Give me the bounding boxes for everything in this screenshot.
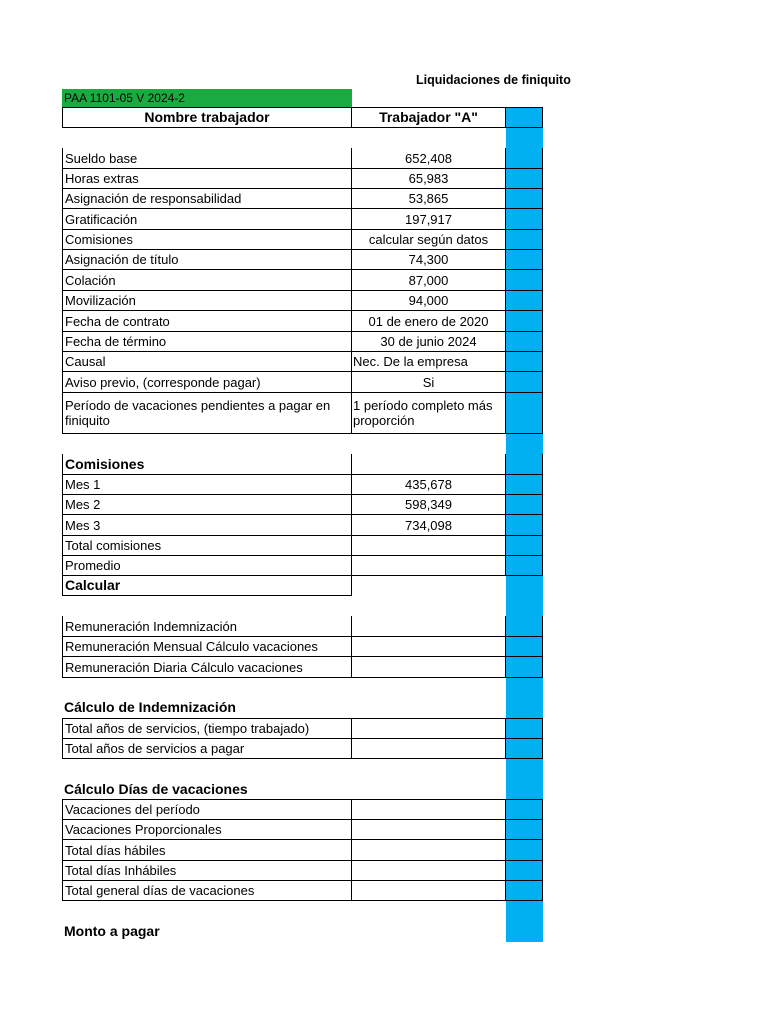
comisiones-heading-row xyxy=(62,454,544,475)
table-row xyxy=(62,351,544,372)
row-label-cell[interactable]: Promedio xyxy=(62,555,352,576)
row-label-cell[interactable]: Total días Inhábiles xyxy=(62,860,352,881)
row-blue-cell xyxy=(506,168,543,189)
row-label-cell[interactable]: Remuneración Indemnización xyxy=(62,616,352,637)
row-blue-cell xyxy=(506,148,543,169)
row-label-cell[interactable]: Total comisiones xyxy=(62,535,352,556)
row-label-cell[interactable]: Remuneración Diaria Cálculo vacaciones xyxy=(62,657,352,678)
row-blue-cell xyxy=(506,229,543,250)
row-blue-cell xyxy=(506,616,543,637)
header-row xyxy=(62,107,544,128)
row-value-cell[interactable] xyxy=(351,738,506,759)
indemnizacion-heading[interactable]: Cálculo de Indemnización xyxy=(64,699,236,715)
row-value-cell[interactable] xyxy=(351,718,506,739)
row-blue-cell xyxy=(506,840,543,861)
table-row xyxy=(62,209,544,230)
table-row xyxy=(62,718,544,739)
row-label-cell[interactable]: Causal xyxy=(62,351,352,372)
row-value-cell[interactable]: Si xyxy=(351,372,506,393)
row-blue-cell xyxy=(506,331,543,352)
row-blue-cell xyxy=(506,188,543,209)
row-blue-cell xyxy=(506,474,543,495)
row-value-cell[interactable]: 74,300 xyxy=(351,249,506,270)
row-label-cell[interactable]: Asignación de título xyxy=(62,249,352,270)
row-label-cell[interactable]: Horas extras xyxy=(62,168,352,189)
table-row xyxy=(62,270,544,291)
row-blue-cell xyxy=(506,249,543,270)
row-label-cell[interactable]: Mes 2 xyxy=(62,494,352,515)
row-value-cell[interactable] xyxy=(351,819,506,840)
table-row xyxy=(62,392,544,434)
row-value-cell[interactable] xyxy=(351,840,506,861)
row-value-cell[interactable]: Nec. De la empresa xyxy=(351,351,506,372)
table-row xyxy=(62,494,544,515)
table-row xyxy=(62,819,544,840)
table-row xyxy=(62,168,544,189)
row-value-cell[interactable]: 652,408 xyxy=(351,148,506,169)
row-value-cell[interactable]: 197,917 xyxy=(351,209,506,230)
row-value-cell[interactable] xyxy=(351,535,506,556)
row-value-cell[interactable]: 01 de enero de 2020 xyxy=(351,311,506,332)
row-value-cell[interactable] xyxy=(351,636,506,657)
monto-heading-row xyxy=(62,921,544,942)
row-blue-cell xyxy=(506,657,543,678)
table-row xyxy=(62,331,544,352)
table-row xyxy=(62,311,544,332)
row-blue-cell xyxy=(506,515,543,536)
row-value-cell[interactable] xyxy=(351,880,506,901)
row-value-cell[interactable] xyxy=(351,454,506,475)
row-value-cell[interactable]: 87,000 xyxy=(351,270,506,291)
row-label-cell[interactable]: Total años de servicios, (tiempo trabajado) xyxy=(62,718,352,739)
row-label-cell[interactable]: Sueldo base xyxy=(62,148,352,169)
row-label-cell[interactable]: Movilización xyxy=(62,290,352,311)
monto-heading[interactable]: Monto a pagar xyxy=(64,923,160,939)
table-row xyxy=(62,555,544,576)
row-value-cell[interactable]: 734,098 xyxy=(351,515,506,536)
row-label-cell[interactable]: Mes 3 xyxy=(62,515,352,536)
row-blue-cell xyxy=(506,311,543,332)
row-value-cell[interactable] xyxy=(351,657,506,678)
indemnizacion-heading-row xyxy=(62,697,544,718)
row-value-cell[interactable]: 598,349 xyxy=(351,494,506,515)
row-label-cell[interactable]: Gratificación xyxy=(62,209,352,230)
table-row xyxy=(62,229,544,250)
table-row xyxy=(62,657,544,678)
row-value-cell[interactable] xyxy=(351,799,506,820)
row-value-cell[interactable]: 1 período completo más proporción xyxy=(351,392,506,434)
calcular-heading[interactable]: Calcular xyxy=(62,575,352,596)
row-blue-cell xyxy=(506,860,543,881)
row-blue-cell xyxy=(506,494,543,515)
table-row xyxy=(62,474,544,495)
vacaciones-heading[interactable]: Cálculo Días de vacaciones xyxy=(64,781,248,797)
row-blue-cell xyxy=(506,392,543,434)
table-row xyxy=(62,372,544,393)
table-row xyxy=(62,636,544,657)
row-blue-cell xyxy=(506,738,543,759)
row-value-cell[interactable]: 435,678 xyxy=(351,474,506,495)
table-row xyxy=(62,535,544,556)
row-blue-cell xyxy=(506,209,543,230)
row-value-cell[interactable]: calcular según datos xyxy=(351,229,506,250)
table-row xyxy=(62,840,544,861)
calcular-row xyxy=(62,575,544,596)
row-label-cell[interactable]: Vacaciones Proporcionales xyxy=(62,819,352,840)
table-row xyxy=(62,738,544,759)
row-blue-cell xyxy=(506,555,543,576)
row-label-cell[interactable]: Colación xyxy=(62,270,352,291)
table-row xyxy=(62,799,544,820)
row-blue-cell xyxy=(506,270,543,291)
header-label-cell[interactable]: Nombre trabajador xyxy=(62,107,352,128)
table-row xyxy=(62,880,544,901)
row-blue-cell xyxy=(506,799,543,820)
code-cell[interactable]: PAA 1101-05 V 2024-2 xyxy=(62,89,352,107)
row-value-cell[interactable]: 53,865 xyxy=(351,188,506,209)
table-row xyxy=(62,249,544,270)
row-value-cell[interactable]: 30 de junio 2024 xyxy=(351,331,506,352)
sheet-title: Liquidaciones de finiquito xyxy=(416,73,571,87)
row-blue-cell xyxy=(506,535,543,556)
table-row xyxy=(62,860,544,881)
row-label-cell[interactable]: Período de vacaciones pendientes a pagar en finiquito xyxy=(62,392,352,434)
header-value-cell[interactable]: Trabajador "A" xyxy=(351,107,506,128)
row-value-cell[interactable]: 94,000 xyxy=(351,290,506,311)
row-value-cell[interactable]: 65,983 xyxy=(351,168,506,189)
row-blue-cell xyxy=(506,819,543,840)
row-blue-cell xyxy=(506,372,543,393)
row-label-cell[interactable]: Mes 1 xyxy=(62,474,352,495)
row-value-cell[interactable] xyxy=(351,555,506,576)
table-row xyxy=(62,616,544,637)
row-label-cell[interactable]: Vacaciones del período xyxy=(62,799,352,820)
row-blue-cell xyxy=(506,454,543,475)
row-label-cell[interactable]: Asignación de responsabilidad xyxy=(62,188,352,209)
table-row xyxy=(62,290,544,311)
header-blue-cell xyxy=(506,107,543,128)
row-label-cell[interactable]: Total días hábiles xyxy=(62,840,352,861)
row-blue-cell xyxy=(506,880,543,901)
table-row xyxy=(62,515,544,536)
row-value-cell[interactable] xyxy=(351,860,506,881)
table-row xyxy=(62,148,544,169)
table-row xyxy=(62,188,544,209)
row-label-cell[interactable]: Total años de servicios a pagar xyxy=(62,738,352,759)
row-label-cell[interactable]: Fecha de contrato xyxy=(62,311,352,332)
row-blue-cell xyxy=(506,290,543,311)
row-label-cell[interactable]: Remuneración Mensual Cálculo vacaciones xyxy=(62,636,352,657)
row-label-cell[interactable]: Fecha de término xyxy=(62,331,352,352)
vacaciones-heading-row xyxy=(62,779,544,800)
row-label-cell[interactable]: Total general días de vacaciones xyxy=(62,880,352,901)
row-label-cell[interactable]: Comisiones xyxy=(62,229,352,250)
row-value-cell[interactable] xyxy=(351,616,506,637)
comisiones-heading[interactable]: Comisiones xyxy=(62,454,352,475)
row-blue-cell xyxy=(506,636,543,657)
row-blue-cell xyxy=(506,351,543,372)
row-blue-cell xyxy=(506,718,543,739)
row-label-cell[interactable]: Aviso previo, (corresponde pagar) xyxy=(62,372,352,393)
